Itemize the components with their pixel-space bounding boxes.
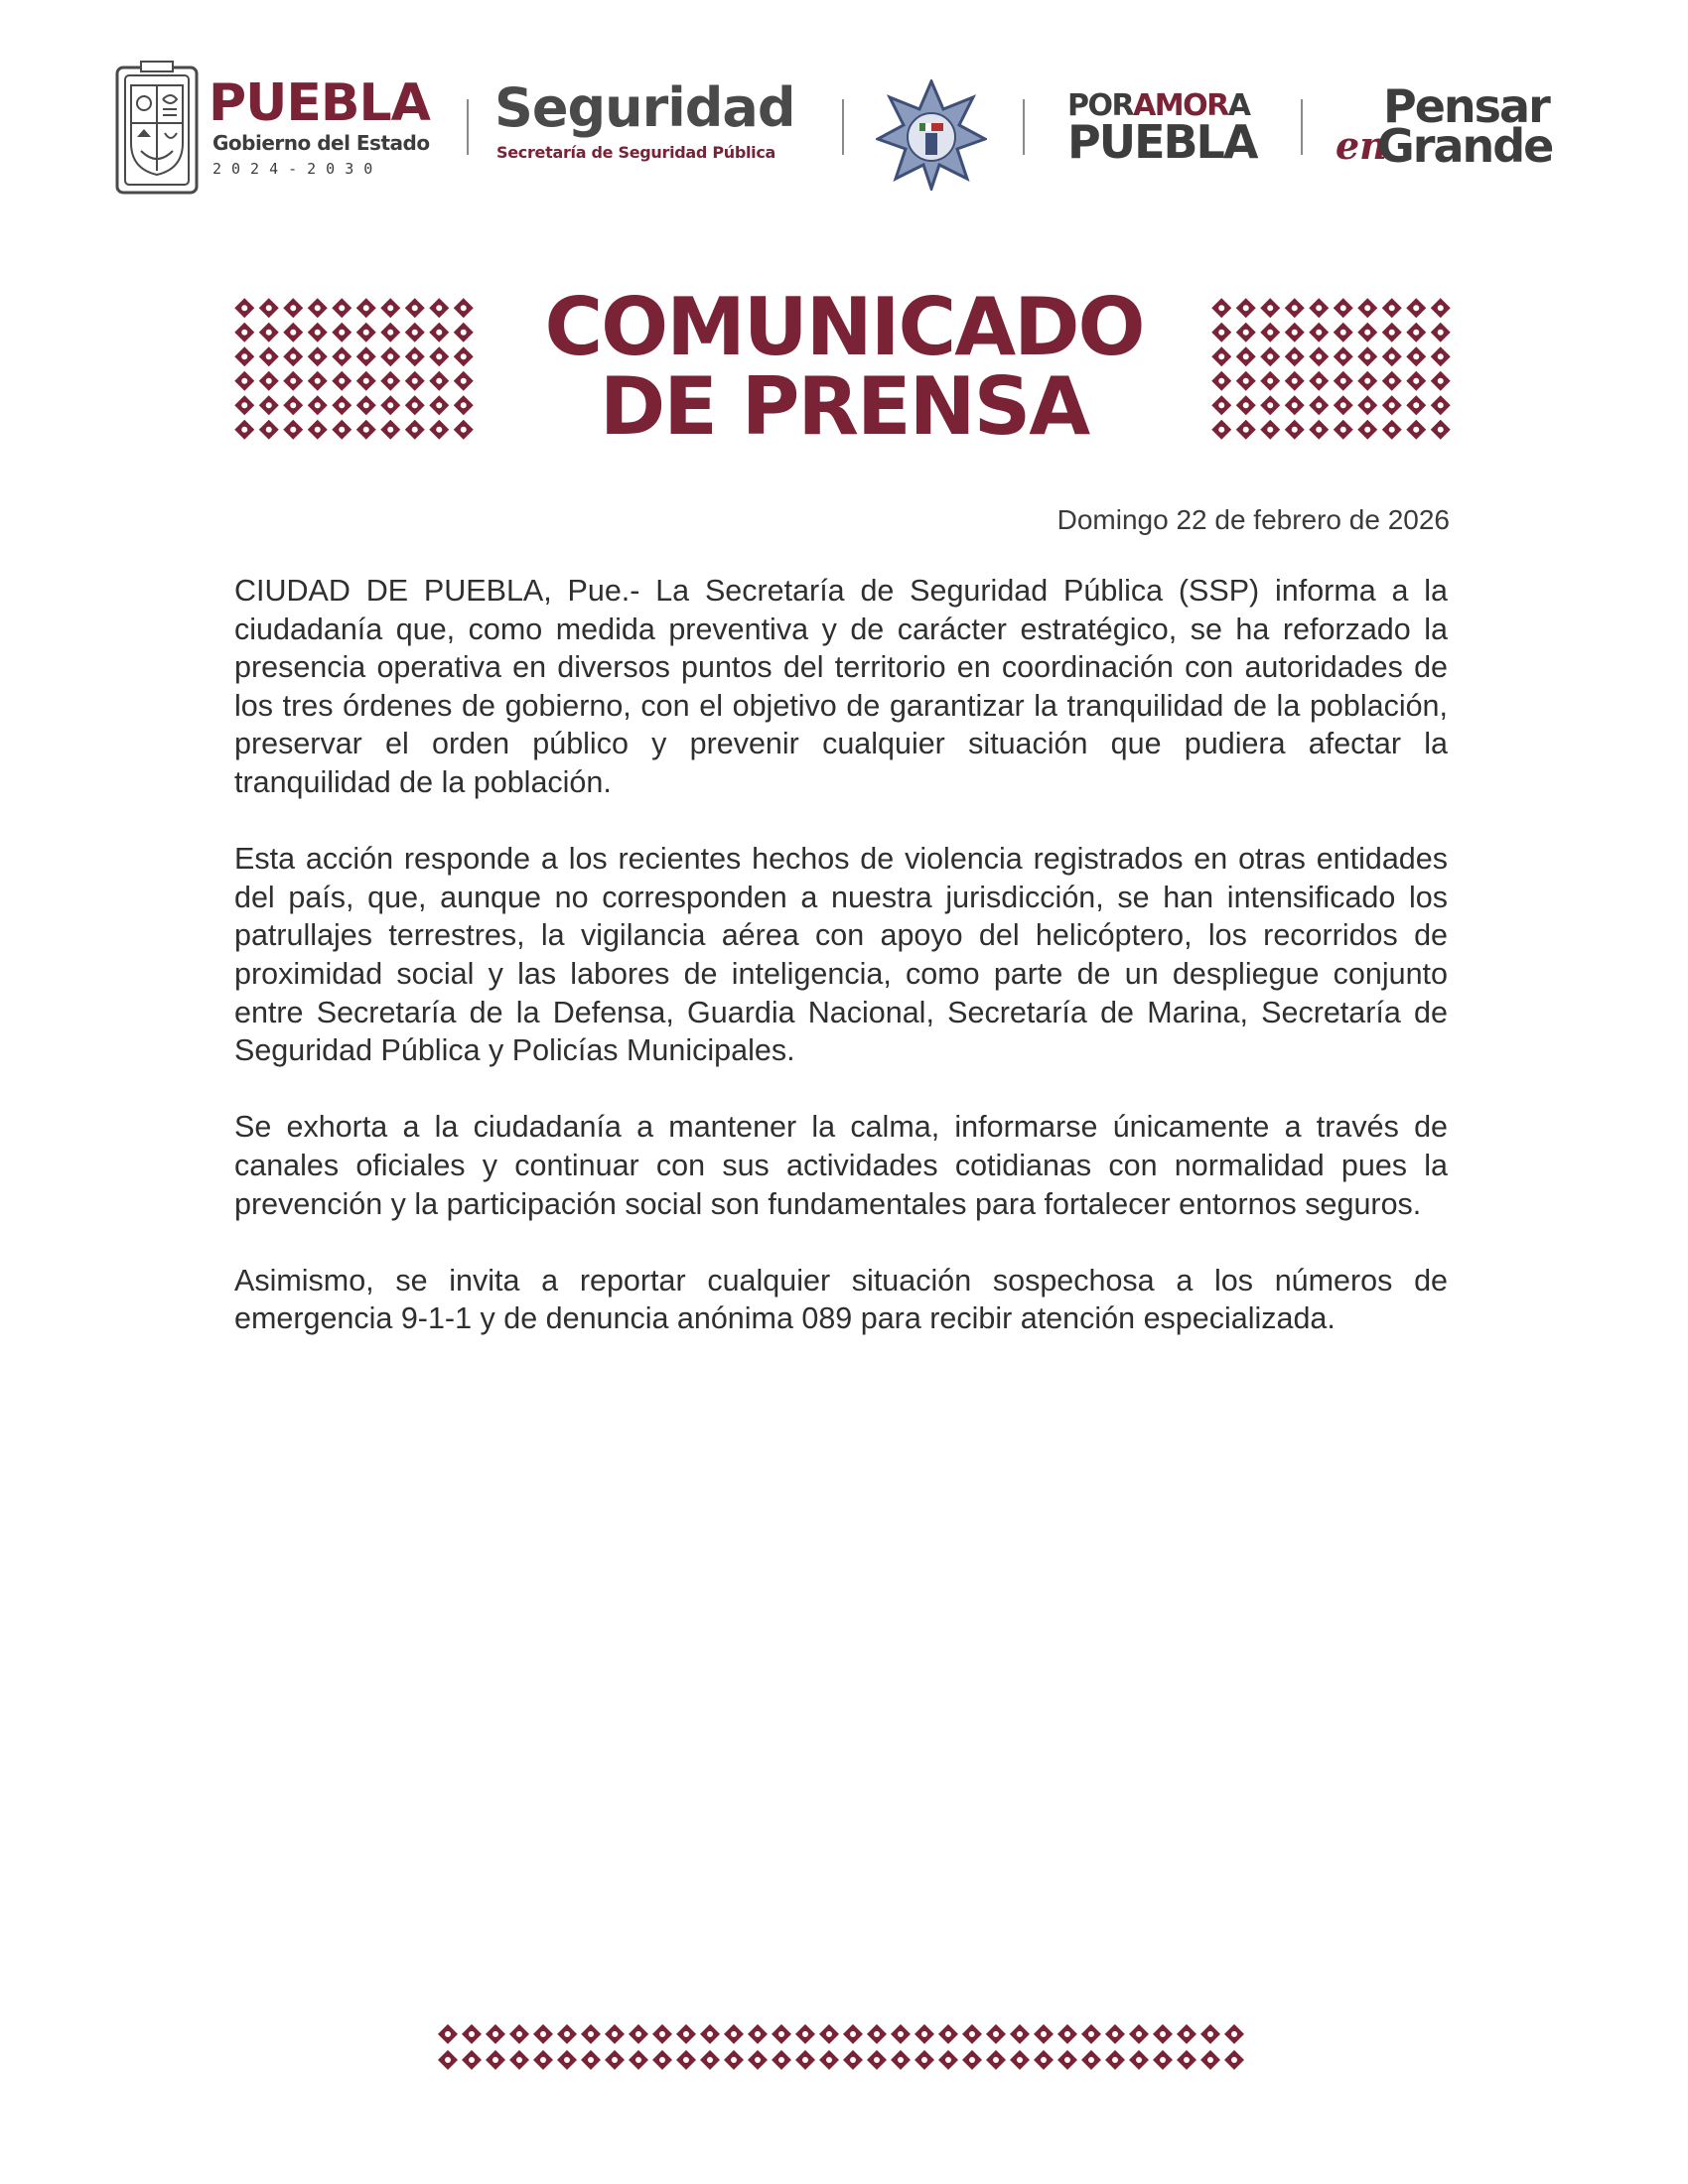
ornament-motif: [1260, 298, 1280, 318]
ornament-motif: [356, 395, 376, 415]
page-title-line-1: COMUNICADO: [544, 281, 1144, 373]
ornament-motif: [843, 2024, 863, 2044]
ornament-motif: [308, 298, 328, 318]
ornament-motif: [533, 2050, 553, 2070]
ornament-motif: [1081, 2024, 1101, 2044]
ornament-motif: [1153, 2024, 1173, 2044]
ornament-motif: [867, 2024, 887, 2044]
ornament-motif: [986, 2024, 1006, 2044]
ornament-motif: [1406, 346, 1426, 366]
ornament-motif: [259, 298, 279, 318]
ornament-motif: [405, 420, 425, 440]
ornament-motif: [938, 2024, 958, 2044]
ornament-motif: [1406, 298, 1426, 318]
ornament-motif: [332, 298, 352, 318]
ornament-motif: [1200, 2050, 1220, 2070]
ornament-motif: [332, 323, 352, 342]
ornament-motif: [724, 2024, 744, 2044]
ornament-motif: [962, 2024, 982, 2044]
ornament-motif: [1236, 420, 1256, 440]
ornament-motif: [1034, 2024, 1054, 2044]
ornament-motif: [1129, 2024, 1149, 2044]
seguridad-logo: [494, 76, 822, 179]
decorative-pattern-footer: [435, 2021, 1251, 2073]
ornament-motif: [356, 346, 376, 366]
ornament-motif: [356, 420, 376, 440]
ornament-motif: [259, 371, 279, 391]
ornament-motif: [891, 2024, 911, 2044]
ornament-motif: [356, 371, 376, 391]
puebla-logo-subtitle: Gobierno del Estado: [212, 131, 430, 155]
ornament-motif: [1431, 371, 1451, 391]
ornament-motif: [259, 420, 279, 440]
ornament-motif: [1236, 346, 1256, 366]
ornament-motif: [1334, 371, 1353, 391]
ornament-motif: [332, 420, 352, 440]
ornament-motif: [356, 298, 376, 318]
ornament-motif: [405, 395, 425, 415]
ornament-motif: [1285, 371, 1305, 391]
ornament-motif: [557, 2050, 577, 2070]
ornament-motif: [986, 2050, 1006, 2070]
logo-divider: [1301, 99, 1303, 155]
ornament-motif: [283, 346, 303, 366]
body-paragraph: CIUDAD DE PUEBLA, Pue.- La Secretaría de Seguridad Pública (SSP) informa a la ciudadanía que, como medida preventiva y de carácter estratégico, se ha reforzado la presencia operativa en diversos puntos del territorio en coordinación con autoridades de los tres órdenes de gobierno, con el objetivo de garantizar la tranquilidad de la población, preservar el orden público y prevenir cualquier situación que pudiera afectar la tranquilidad de la población.: [234, 574, 1448, 799]
ornament-motif: [259, 395, 279, 415]
ornament-motif: [234, 371, 254, 391]
ornament-motif: [1382, 395, 1402, 415]
ornament-motif: [332, 371, 352, 391]
ornament-motif: [1382, 298, 1402, 318]
body-paragraph: Esta acción responde a los recientes hechos de violencia registrados en otras entidades del país, que, aunque no corresponden a nuestra jurisdicción, se han intensificado los patrullajes terrestres, la vigilancia aérea con apoyo del helicóptero, los recorridos de proximidad social y las labores de inteligencia, como parte de un despliegue conjunto entre Secretaría de la Defensa, Guardia Nacional, Secretaría de Marina, Secretaría de Seguridad Pública y Policías Municipales.: [234, 842, 1448, 1068]
ornament-motif: [1010, 2024, 1030, 2044]
ornament-motif: [1431, 298, 1451, 318]
ornament-motif: [1357, 395, 1377, 415]
ornament-motif: [652, 2024, 672, 2044]
seguridad-logo-title: Seguridad: [494, 76, 795, 139]
ornament-motif: [1236, 371, 1256, 391]
ornament-motif: [557, 2024, 577, 2044]
ornament-motif: [891, 2050, 911, 2070]
ornament-motif: [308, 420, 328, 440]
ornament-motif: [1224, 2024, 1244, 2044]
ornament-motif: [486, 2050, 505, 2070]
ornament-motif: [438, 2024, 458, 2044]
por-amor-logo-bottom: PUEBLA: [1067, 115, 1257, 169]
ornament-motif: [1224, 2050, 1244, 2070]
ornament-motif: [1431, 346, 1451, 366]
ornament-motif: [509, 2050, 529, 2070]
ornament-motif: [486, 2024, 505, 2044]
ornament-motif: [283, 420, 303, 440]
ornament-motif: [380, 420, 400, 440]
ornament-motif: [1309, 395, 1329, 415]
ornament-motif: [1260, 395, 1280, 415]
ornament-motif: [283, 395, 303, 415]
ornament-motif: [1334, 346, 1353, 366]
state-coat-of-arms-icon: [111, 60, 203, 199]
ornament-motif: [1177, 2050, 1196, 2070]
decorative-pattern-right: [1209, 296, 1454, 443]
ornament-motif: [283, 298, 303, 318]
ornament-motif: [1406, 420, 1426, 440]
ornament-motif: [605, 2050, 625, 2070]
ornament-motif: [380, 346, 400, 366]
ornament-motif: [1309, 371, 1329, 391]
ornament-motif: [405, 371, 425, 391]
ornament-motif: [1285, 323, 1305, 342]
puebla-government-logo: [209, 73, 447, 187]
ornament-motif: [700, 2050, 720, 2070]
ornament-motif: [1260, 420, 1280, 440]
ornament-motif: [914, 2050, 934, 2070]
logo-divider: [1023, 99, 1025, 155]
ornament-motif: [1431, 323, 1451, 342]
ornament-motif: [308, 346, 328, 366]
logo-divider: [842, 99, 844, 155]
ornament-motif: [1406, 371, 1426, 391]
ornament-motif: [1309, 323, 1329, 342]
ornament-motif: [259, 346, 279, 366]
ornament-motif: [629, 2024, 648, 2044]
ornament-motif: [1357, 371, 1377, 391]
ornament-motif: [533, 2024, 553, 2044]
ornament-motif: [1406, 323, 1426, 342]
ornament-motif: [1357, 420, 1377, 440]
page-title: [457, 281, 1231, 453]
ornament-motif: [1057, 2024, 1077, 2044]
ornament-motif: [462, 2050, 482, 2070]
ornament-motif: [1285, 395, 1305, 415]
ornament-motif: [380, 395, 400, 415]
ornament-motif: [429, 420, 449, 440]
ornament-motif: [1034, 2050, 1054, 2070]
ornament-motif: [405, 323, 425, 342]
ornament-motif: [1153, 2050, 1173, 2070]
ornament-motif: [283, 323, 303, 342]
ornament-motif: [283, 371, 303, 391]
ornament-motif: [1334, 323, 1353, 342]
ornament-motif: [380, 298, 400, 318]
ornament-motif: [1357, 298, 1377, 318]
ornament-motif: [652, 2050, 672, 2070]
ornament-motif: [1309, 298, 1329, 318]
ornament-motif: [308, 323, 328, 342]
ornament-motif: [581, 2024, 601, 2044]
ornament-motif: [509, 2024, 529, 2044]
ornament-motif: [259, 323, 279, 342]
ornament-motif: [380, 371, 400, 391]
ornament-motif: [1431, 420, 1451, 440]
ornament-motif: [724, 2050, 744, 2070]
ornament-motif: [429, 323, 449, 342]
ornament-motif: [1260, 346, 1280, 366]
ornament-motif: [1236, 298, 1256, 318]
ornament-motif: [962, 2050, 982, 2070]
ornament-motif: [1081, 2050, 1101, 2070]
seguridad-logo-subtitle: Secretaría de Seguridad Pública: [496, 143, 776, 162]
ornament-motif: [234, 298, 254, 318]
ornament-motif: [356, 323, 376, 342]
ornament-motif: [700, 2024, 720, 2044]
ornament-motif: [1105, 2024, 1125, 2044]
ornament-motif: [1260, 371, 1280, 391]
ornament-motif: [748, 2024, 768, 2044]
pensar-en-grande-logo: [1336, 79, 1594, 183]
ornament-motif: [795, 2050, 815, 2070]
ornament-motif: [332, 346, 352, 366]
ornament-motif: [332, 395, 352, 415]
ornament-motif: [629, 2050, 648, 2070]
ornament-motif: [1236, 323, 1256, 342]
ornament-motif: [1309, 420, 1329, 440]
ornament-motif: [1382, 420, 1402, 440]
ornament-motif: [1309, 346, 1329, 366]
ornament-motif: [772, 2024, 791, 2044]
ornament-motif: [1057, 2050, 1077, 2070]
ornament-motif: [605, 2024, 625, 2044]
ornament-motif: [429, 346, 449, 366]
ornament-motif: [1285, 298, 1305, 318]
ornament-motif: [380, 323, 400, 342]
ornament-motif: [1334, 298, 1353, 318]
ornament-motif: [1010, 2050, 1030, 2070]
ornament-motif: [234, 420, 254, 440]
ornament-motif: [867, 2050, 887, 2070]
ornament-motif: [234, 323, 254, 342]
ornament-motif: [429, 298, 449, 318]
ornament-motif: [1177, 2024, 1196, 2044]
puebla-logo-title: PUEBLA: [209, 73, 430, 133]
ornament-motif: [1382, 371, 1402, 391]
ornament-motif: [405, 346, 425, 366]
ornament-motif: [1334, 395, 1353, 415]
ornament-motif: [938, 2050, 958, 2070]
por-amor-a-puebla-logo: [1067, 88, 1276, 171]
ornament-motif: [1357, 346, 1377, 366]
pensar-logo-en: en: [1336, 123, 1387, 168]
ornament-motif: [1236, 395, 1256, 415]
ornament-motif: [429, 371, 449, 391]
ornament-motif: [1382, 323, 1402, 342]
page-title-line-2: DE PRENSA: [599, 360, 1089, 453]
ornament-motif: [405, 298, 425, 318]
ornament-motif: [581, 2050, 601, 2070]
ornament-motif: [914, 2024, 934, 2044]
ornament-motif: [676, 2050, 696, 2070]
ornament-motif: [795, 2024, 815, 2044]
decorative-pattern-left: [232, 296, 477, 443]
ornament-motif: [1406, 395, 1426, 415]
ornament-motif: [308, 395, 328, 415]
pensar-logo-bottom: Grande: [1377, 119, 1553, 173]
ornament-motif: [429, 395, 449, 415]
ornament-motif: [1285, 346, 1305, 366]
pensar-logo-top: Pensar: [1383, 79, 1549, 133]
ornament-motif: [1431, 395, 1451, 415]
ornament-motif: [843, 2050, 863, 2070]
logo-divider: [467, 99, 469, 155]
ornament-motif: [234, 346, 254, 366]
ornament-motif: [1285, 420, 1305, 440]
por-amor-logo-top: PORAMORA: [1067, 88, 1250, 123]
header-logos: [0, 0, 1688, 228]
body-paragraph: Se exhorta a la ciudadanía a mantener la calma, informarse únicamente a través de canales oficiales y continuar con sus actividades cotidianas con normalidad pues la prevención y la participación social son fundamentales para fortalecer entornos seguros.: [234, 1110, 1448, 1221]
ornament-motif: [1260, 323, 1280, 342]
ornament-motif: [819, 2024, 839, 2044]
ornament-motif: [748, 2050, 768, 2070]
press-release-body: [234, 572, 1448, 1376]
puebla-logo-years: 2024-2030: [212, 160, 383, 178]
ornament-motif: [1129, 2050, 1149, 2070]
ornament-motif: [676, 2024, 696, 2044]
ornament-motif: [1334, 420, 1353, 440]
ornament-motif: [1357, 323, 1377, 342]
ornament-motif: [1200, 2024, 1220, 2044]
press-release-date: Domingo 22 de febrero de 2026: [1056, 504, 1450, 535]
body-paragraph: Asimismo, se invita a reportar cualquier situación sospechosa a los números de emergencia 9-1-1 y de denuncia anónima 089 para recibir atención especializada.: [234, 1263, 1448, 1336]
police-star-badge-icon: [876, 79, 987, 191]
ornament-motif: [772, 2050, 791, 2070]
ornament-motif: [308, 371, 328, 391]
ornament-motif: [1105, 2050, 1125, 2070]
ornament-motif: [438, 2050, 458, 2070]
ornament-motif: [1382, 346, 1402, 366]
ornament-motif: [819, 2050, 839, 2070]
ornament-motif: [462, 2024, 482, 2044]
ornament-motif: [234, 395, 254, 415]
